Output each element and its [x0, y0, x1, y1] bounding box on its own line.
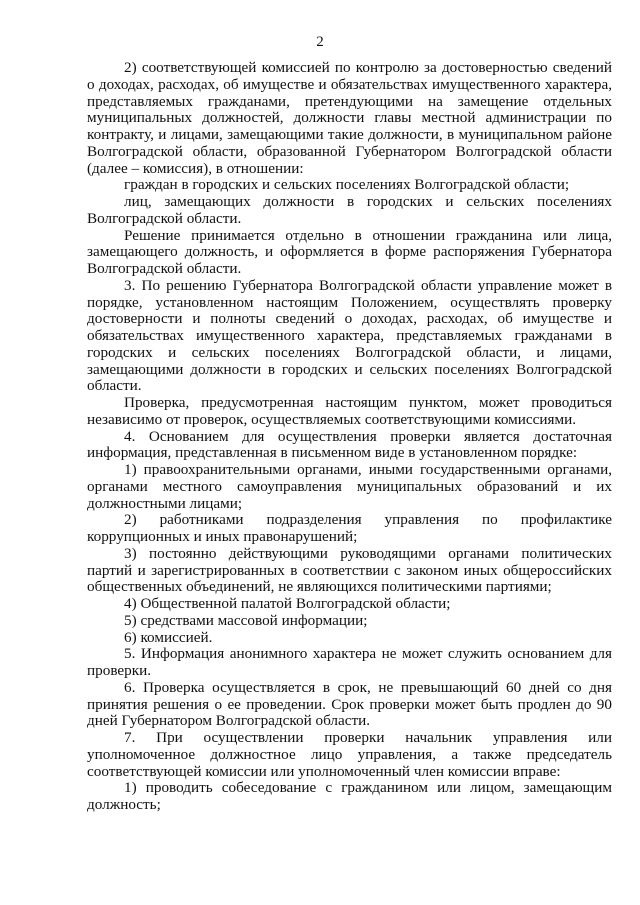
- paragraph-item-7: 7. При осуществлении проверки начальник управления или уполномоченное должностное лицо управления, а также председатель соответствующей комиссии или уполномоченный член комиссии вправе:: [87, 729, 612, 780]
- list-item-interview: 1) проводить собеседование с гражданином или лицом, замещающим должность;: [87, 779, 612, 813]
- paragraph-item-5: 5. Информация анонимного характера не может служить основанием для проверки.: [87, 645, 612, 679]
- list-item-public-chamber: 4) Общественной палатой Волгоградской области;: [124, 595, 451, 612]
- list-item-law-enforcement: 1) правоохранительными органами, иными государственными органами, органами местного самоуправления муниципальных образований и их должностными лицами;: [87, 461, 612, 512]
- page-number: 2: [316, 34, 324, 50]
- paragraph-persons: лиц, замещающих должности в городских и сельских поселениях Волгоградской области.: [87, 193, 612, 227]
- paragraph-item-6: 6. Проверка осуществляется в срок, не превышающий 60 дней со дня принятия решения о ее проведении. Срок проверки может быть продлен до 90 дней Губернатором Волгоградской области.: [87, 678, 612, 730]
- list-item-employees: 2) работниками подразделения управления по профилактике коррупционных и иных правонарушений;: [87, 511, 612, 545]
- paragraph-item-4: 4. Основанием для осуществления проверки является достаточная информация, представленная в письменном виде в установленном порядке:: [87, 427, 612, 462]
- paragraph-check-independent: Проверка, предусмотренная настоящим пунктом, может проводиться независимо от проверок, осуществляемых соответствующими комиссиями.: [87, 394, 612, 428]
- paragraph-item-3: 3. По решению Губернатора Волгоградской области управление может в порядке, установленном настоящим Положением, осуществлять проверку достоверности и полноты сведений о доходах, расходах, об имуществе и обязательствах имущественного характера, представляемых гражданами в городских и сельских поселениях Волгоградской области, и лицами, замещающими должности в городских и сельских поселениях Волгоградской области.: [87, 276, 612, 395]
- paragraph-commission: 2) соответствующей комиссией по контролю за достоверностью сведений о доходах, расходах, об имуществе и обязательствах имущественного характера, представляемых гражданами, претендующими на замещение отдельных муниципальных должностей, должности главы местной администрации по контракту, и лицами, замещающими такие должности, в муниципальном районе Волгоградской области, образованной Губернатором Волгоградской области (далее – комиссия), в отношении:: [87, 59, 612, 177]
- paragraph-decision: Решение принимается отдельно в отношении гражданина или лица, замещающего должность, и оформляется в форме распоряжения Губернатора Волгоградской области.: [87, 226, 612, 277]
- list-item-media: 5) средствами массовой информации;: [124, 611, 368, 629]
- document-body: [87, 60, 612, 814]
- paragraph-citizens: граждан в городских и сельских поселениях Волгоградской области;: [124, 176, 570, 194]
- list-item-parties: 3) постоянно действующими руководящими органами политических партий и зарегистрированных в соответствии с законом иных общероссийских общественных объединений, не являющихся политическими партиями;: [87, 544, 612, 596]
- list-item-commission: 6) комиссией.: [124, 628, 213, 646]
